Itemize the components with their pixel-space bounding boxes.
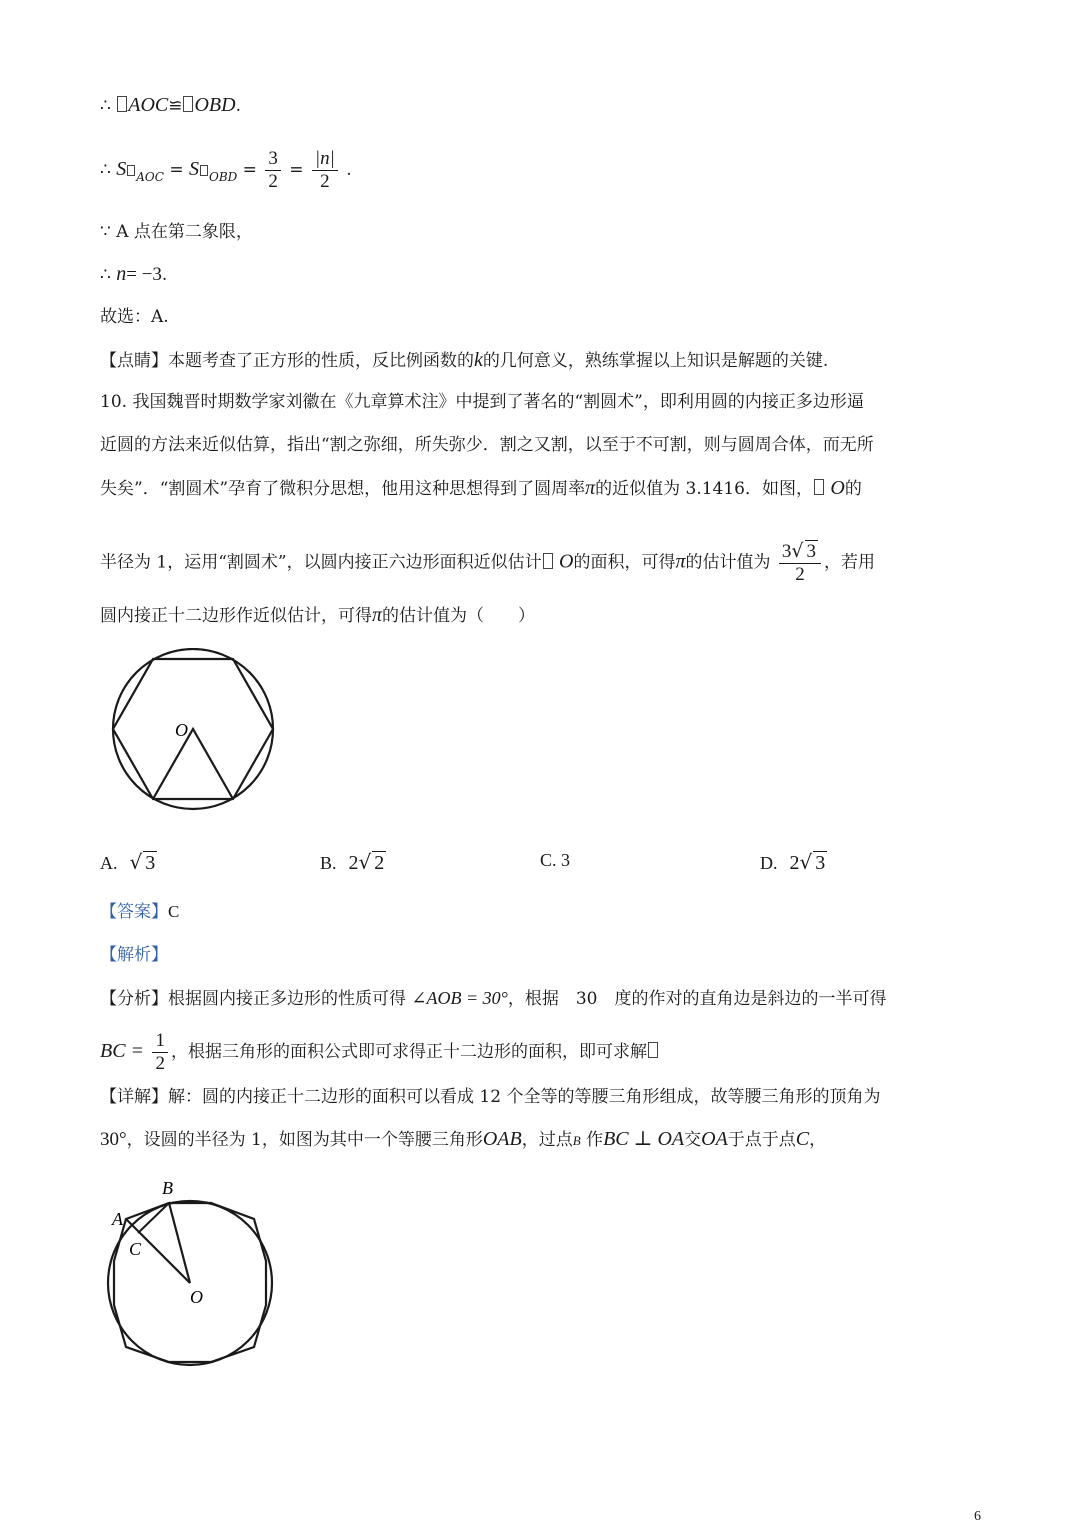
fraction-3root3-over-2: $\frac{3√ 3}{2}$ [779, 540, 821, 586]
proof-line-n-value: ∴ n= −3. [100, 263, 168, 285]
label-c: C [129, 1239, 142, 1259]
analysis-heading: 【解析】 [100, 945, 168, 965]
proof-line-congruence: ∴ AOC≌ OBD. [100, 94, 241, 116]
xiangjie-line-1: 【详解】解：圆的内接正十二边形的面积可以看成 12 个全等的等腰三角形组成，故等腰三角形的顶角为 [100, 1087, 881, 1107]
circle-glyph-placeholder [814, 479, 824, 495]
fenxi-line-2: BC = $\frac{1}{2}$ ，根据三角形的面积公式即可求得正十二边形的面积，即可求解 [100, 1030, 659, 1075]
triangle-glyph-placeholder [117, 96, 127, 112]
option-a[interactable]: A. √ 3 [100, 850, 156, 874]
proof-line-choice: 故选：A. [100, 307, 169, 327]
triangle-aob [153, 729, 233, 799]
missing-glyph-placeholder [648, 1042, 658, 1058]
hexagon-in-circle-figure [105, 648, 285, 818]
triangle-glyph-placeholder [183, 96, 193, 112]
label-o: O [190, 1287, 203, 1307]
question-10-line-4: 半径为 1，运用“割圆术”，以圆内接正六边形面积近似估计 O的面积，可得π的估计值为 $\frac{3√ 3}{2}$ ，若用 [100, 540, 876, 585]
fraction-three-halves: $\frac{3}{2}$ [265, 148, 281, 193]
triangle-glyph-placeholder [127, 165, 135, 176]
question-10-line-5: 圆内接正十二边形作近似估计，可得π的估计值为（ ） [100, 604, 536, 626]
question-10-line-1: 10. 我国魏晋时期数学家刘徽在《九章算术注》中提到了著名的“割圆术”，即利用圆的内接正多边形逼 [100, 392, 864, 412]
dodecagon-in-circle-figure [98, 1175, 288, 1375]
circle-glyph-placeholder [543, 553, 553, 569]
fraction-abs-n-over-2: $\frac{|n|}{2}$ [312, 148, 338, 193]
answer-line: 【答案】C [100, 902, 180, 922]
label-o: O [175, 720, 188, 740]
option-b[interactable]: B. 2√ 2 [320, 850, 385, 874]
segment-bc [138, 1203, 169, 1233]
question-10-line-3: 失矣”．“割圆术”孕育了微积分思想，他用这种思想得到了圆周率π的近似值为 3.1416．如图， O的 [100, 477, 862, 499]
label-a: A [112, 1209, 123, 1229]
xiangjie-line-2: 30°，设圆的半径为 1，如图为其中一个等腰三角形OAB，过点B 作BC ⊥ OA交OA于点于点C， [100, 1128, 827, 1150]
question-10-line-2: 近圆的方法来近似估算，指出“割之弥细，所失弥少．割之又割，以至于不可割，则与圆周合体，而无所 [100, 435, 874, 455]
option-c[interactable]: C. 3 [540, 850, 571, 870]
fenxi-line-1: 【分析】根据圆内接正多边形的性质可得 ∠AOB = 30°，根据 30 度的作对的直角边是斜边的一半可得 [100, 988, 887, 1009]
label-b: B [162, 1178, 173, 1198]
page-number: 6 [974, 1509, 981, 1524]
proof-line-quadrant: ∵ A 点在第二象限， [100, 222, 253, 242]
option-d[interactable]: D. 2√ 3 [760, 850, 826, 874]
triangle-glyph-placeholder [200, 165, 208, 176]
comment-line: 【点睛】本题考查了正方形的性质，反比例函数的k的几何意义，熟练掌握以上知识是解题的关键. [100, 349, 829, 371]
proof-line-area: ∴ S $_{AOC}$ = S $_{OBD}$ = $\frac{3}{2}$ = $\frac{|n|}{2}$ . [100, 148, 352, 192]
fraction-one-half: $\frac{1}{2}$ [152, 1030, 168, 1075]
